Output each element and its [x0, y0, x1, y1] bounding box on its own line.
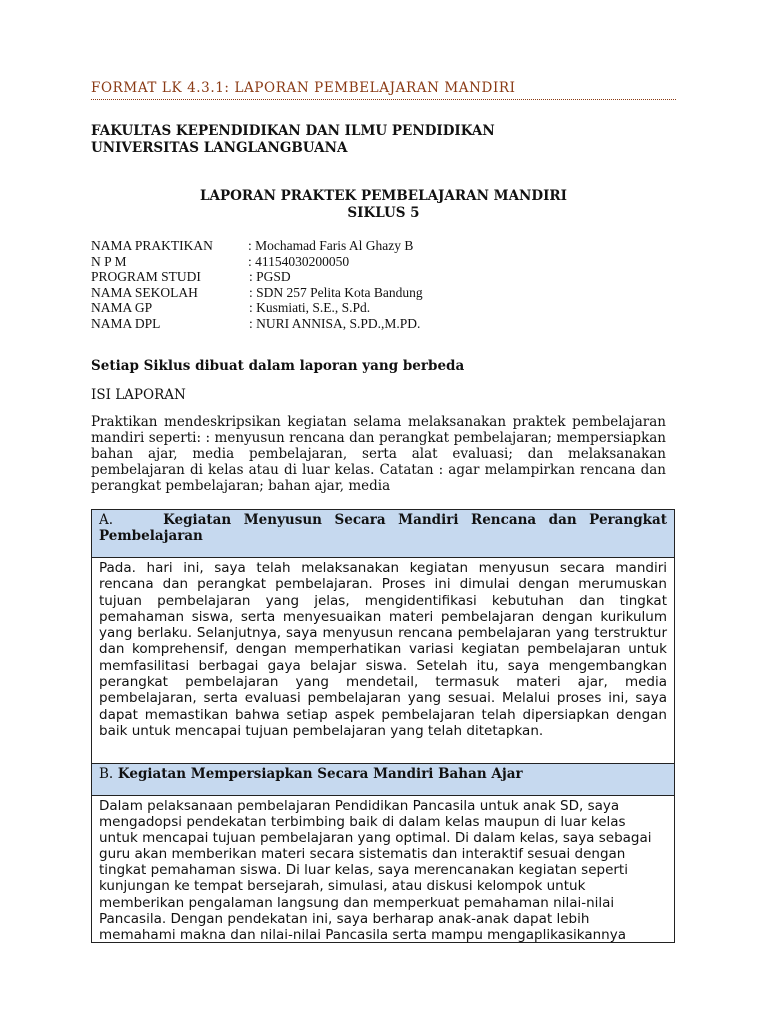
isi-laporan-heading: ISI LAPORAN — [91, 387, 186, 403]
info-value: : SDN 257 Pelita Kota Bandung — [249, 284, 423, 300]
info-label: PROGRAM STUDI — [91, 269, 201, 284]
section-b-prefix: B. — [99, 766, 114, 782]
section-b-header — [92, 764, 674, 795]
section-a-header — [92, 510, 674, 557]
info-label: NAMA DPL — [91, 315, 161, 331]
info-value: : NURI ANNISA, S.PD.,M.PD. — [249, 315, 421, 331]
faculty-name: FAKULTAS KEPENDIDIKAN DAN ILMU PENDIDIKAN — [91, 123, 495, 139]
cycle-note: Setiap Siklus dibuat dalam laporan yang berbeda — [91, 358, 465, 374]
info-value: : Kusmiati, S.E., S.Pd. — [249, 300, 371, 315]
section-b-box — [91, 764, 675, 943]
intro-paragraph: Praktikan mendeskripsikan kegiatan selama melaksanakan praktek pembelajaran mandiri seperti: : menyusun rencana dan perangkat pembelajaran; mempersiapkan bahan ajar, media pembelajaran, serta alat evaluasi; dan melaksanakan pembelajaran di kelas atau di luar kelas. Catatan : agar melampirkan rencana dan perangkat pembelajaran; bahan ajar, media — [91, 414, 666, 494]
section-a-box — [91, 509, 675, 764]
university-name: UNIVERSITAS LANGLANGBUANA — [91, 140, 348, 156]
info-label: N P M — [91, 253, 127, 269]
info-label: NAMA GP — [91, 300, 153, 315]
info-value: : PGSD — [249, 269, 291, 284]
info-label: NAMA PRAKTIKAN — [91, 238, 213, 253]
section-a-prefix: A. — [99, 512, 114, 528]
cycle-label: SIKLUS 5 — [347, 205, 420, 221]
faculty-heading — [91, 123, 495, 157]
info-value: : Mochamad Faris Al Ghazy B — [248, 238, 414, 253]
section-a-body: Pada. hari ini, saya telah melaksanakan kegiatan menyusun secara mandiri rencana dan perangkat pembelajaran. Proses ini dimulai dengan merumuskan tujuan pembelajaran yang jelas, mengidentifikasi kebutuhan dan tingkat pemahaman siswa, serta menyesuaikan materi pembelajaran dengan kurikulum yang berlaku. Selanjutnya, saya menyusun rencana pembelajaran yang terstruktur dan komprehensif, dengan memperhatikan variasi kegiatan pembelajaran untuk memfasilitasi berbagai gaya belajar siswa. Setelah itu, saya mengembangkan perangkat pembelajaran yang mendetail, termasuk materi ajar, media pembelajaran, serta evaluasi pembelajaran yang sesuai. Melalui proses ini, saya dapat memastikan bahwa setiap aspek pembelajaran telah dipersiapkan dengan baik untuk mencapai tujuan pembelajaran yang telah ditetapkan. — [92, 557, 674, 742]
section-b-body: Dalam pelaksanaan pembelajaran Pendidikan Pancasila untuk anak SD, saya mengadopsi pendekatan terbimbing baik di dalam kelas maupun di luar kelas untuk mencapai tujuan pembelajaran yang optimal. Di dalam kelas, saya sebagai guru akan memberikan materi secara sistematis dan interaktif sesuai dengan tingkat pemahaman siswa. Di luar kelas, saya merencanakan kegiatan seperti kunjungan ke tempat bersejarah, simulasi, atau diskusi kelompok untuk memberikan pengalaman langsung dan memperkuat pemahaman nilai-nilai Pancasila. Dengan pendekatan ini, saya berharap anak-anak dapat lebih memahami makna dan nilai-nilai Pancasila serta mampu mengaplikasikannya — [92, 795, 674, 946]
section-b-title: Kegiatan Mempersiapkan Secara Mandiri Bahan Ajar — [117, 766, 523, 782]
info-value: : 41154030200050 — [248, 253, 350, 269]
report-title — [91, 188, 676, 222]
section-a-title: Kegiatan Menyusun Secara Mandiri Rencana dan Perangkat Pembelajaran — [99, 512, 667, 544]
info-label: NAMA SEKOLAH — [91, 284, 198, 300]
format-header: FORMAT LK 4.3.1: LAPORAN PEMBELAJARAN MANDIRI — [91, 80, 676, 100]
report-title-line: LAPORAN PRAKTEK PEMBELAJARAN MANDIRI — [200, 188, 567, 204]
